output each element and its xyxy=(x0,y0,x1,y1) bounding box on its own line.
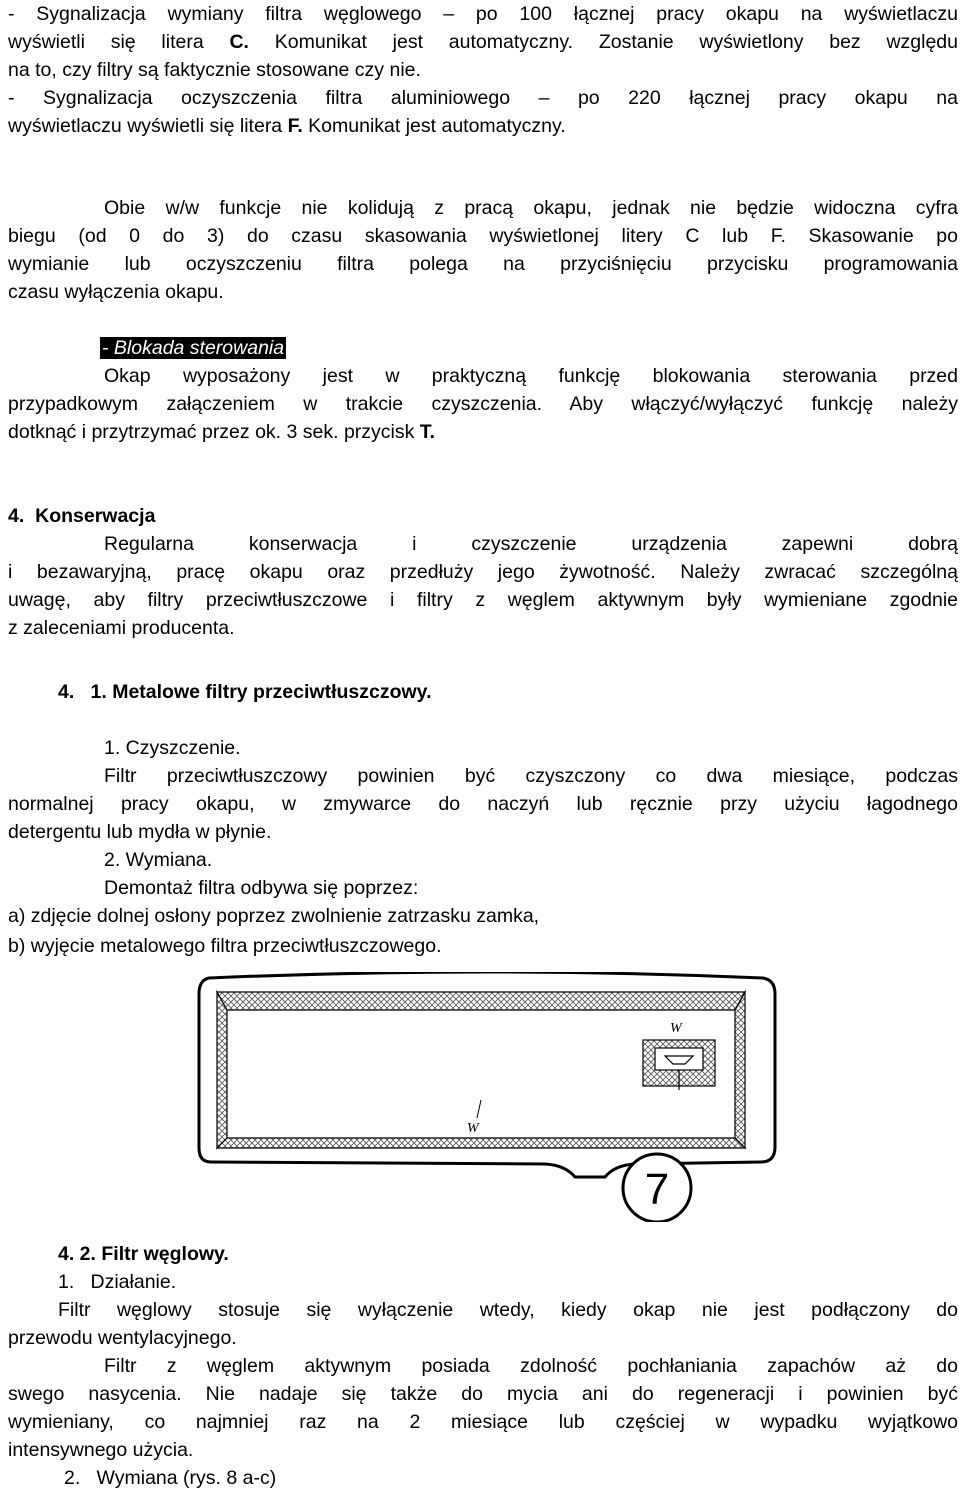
text-line: detergentu lub mydła w płynie. xyxy=(8,821,272,843)
text-line: biegu (od 0 do 3) do czasu skasowania wyświetlonej litery C lub F. Skasowanie po xyxy=(8,225,958,247)
filter-diagram xyxy=(195,972,778,1222)
list-item: b) wyjęcie metalowego filtra przeciwtłuszczowego. xyxy=(8,935,442,957)
text-line: wymieniany, co najmniej raz na 2 miesiące lub częściej w wypadku wyjątkowo xyxy=(8,1411,958,1433)
text-line: Filtr przeciwtłuszczowy powinien być czyszczony co dwa miesiące, podczas xyxy=(104,765,958,787)
text-line: wymianie lub oczyszczeniu filtra polega na przyciśnięciu przycisku programowania xyxy=(8,253,958,275)
text-line: Regularna konserwacja i czyszczenie urządzenia zapewni dobrą xyxy=(104,533,958,555)
text-line: intensywnego użycia. xyxy=(8,1439,194,1461)
text-line: - Sygnalizacja wymiany filtra węglowego – po 100 łącznej pracy okapu na wyświetlaczu xyxy=(8,3,958,25)
subsection-heading: 4. 1. Metalowe filtry przeciwtłuszczowy. xyxy=(58,681,432,703)
list-item: a) zdjęcie dolnej osłony poprzez zwolnienie zatrzasku zamka, xyxy=(8,905,540,927)
section-heading: 4. Konserwacja xyxy=(8,505,156,527)
text-line: normalnej pracy okapu, w zmywarce do naczyń lub ręcznie przy użyciu łagodnego xyxy=(8,793,958,815)
filter-frame-right xyxy=(735,992,745,1148)
text-line: przewodu wentylacyjnego. xyxy=(8,1327,237,1349)
text-line: wyświetlaczu wyświetli się litera F. Komunikat jest automatyczny. xyxy=(8,115,566,137)
figure-number: 7 xyxy=(644,1165,670,1214)
section-heading-lock: - Blokada sterowania xyxy=(102,337,285,359)
text-line: na to, czy filtry są faktycznie stosowane czy nie. xyxy=(8,59,421,81)
label-w-upper: W xyxy=(670,1021,682,1036)
text-line: Okap wyposażony jest w praktyczną funkcję blokowania sterowania przed xyxy=(104,365,958,387)
filter-frame-bottom xyxy=(217,1138,745,1148)
text-line: przypadkowym załączeniem w trakcie czyszczenia. Aby włączyć/wyłączyć funkcję należy xyxy=(8,393,958,415)
text-line: Demontaż filtra odbywa się poprzez: xyxy=(104,877,419,899)
text-line: i bezawaryjną, pracę okapu oraz przedłuży jego żywotność. Należy zwracać szczególną xyxy=(8,561,958,583)
latch-window xyxy=(655,1048,703,1070)
text-line: dotknąć i przytrzymać przez ok. 3 sek. przycisk T. xyxy=(8,421,435,443)
filter-frame-top xyxy=(217,992,745,1010)
text-line: wyświetli się litera C. Komunikat jest automatyczny. Zostanie wyświetlony bez względu xyxy=(8,31,958,53)
label-w-lower: W xyxy=(467,1121,479,1136)
text-line: czasu wyłączenia okapu. xyxy=(8,281,224,303)
text-line: Filtr z węglem aktywnym posiada zdolność pochłaniania zapachów aż do xyxy=(104,1355,958,1377)
text-line: 1. Działanie. xyxy=(58,1271,177,1293)
filter-frame-left xyxy=(217,992,227,1148)
text-line: swego nasycenia. Nie nadaje się także do mycia ani do regeneracji i powinien być xyxy=(8,1383,958,1405)
text-line: 2. Wymiana (rys. 8 a-c) xyxy=(64,1467,277,1489)
text-line: 2. Wymiana. xyxy=(104,849,213,871)
text-line: 1. Czyszczenie. xyxy=(104,737,241,759)
text-line: uwagę, aby filtry przeciwtłuszczowe i filtry z węglem aktywnym były wymieniane zgodnie xyxy=(8,589,958,611)
text-line: Filtr węglowy stosuje się wyłączenie wtedy, kiedy okap nie jest podłączony do xyxy=(58,1299,958,1321)
text-line: z zaleceniami producenta. xyxy=(8,617,235,639)
text-line: Obie w/w funkcje nie kolidują z pracą okapu, jednak nie będzie widoczna cyfra xyxy=(104,197,958,219)
subsection-heading: 4. 2. Filtr węglowy. xyxy=(58,1243,229,1265)
text-line: - Sygnalizacja oczyszczenia filtra aluminiowego – po 220 łącznej pracy okapu na xyxy=(8,87,958,109)
